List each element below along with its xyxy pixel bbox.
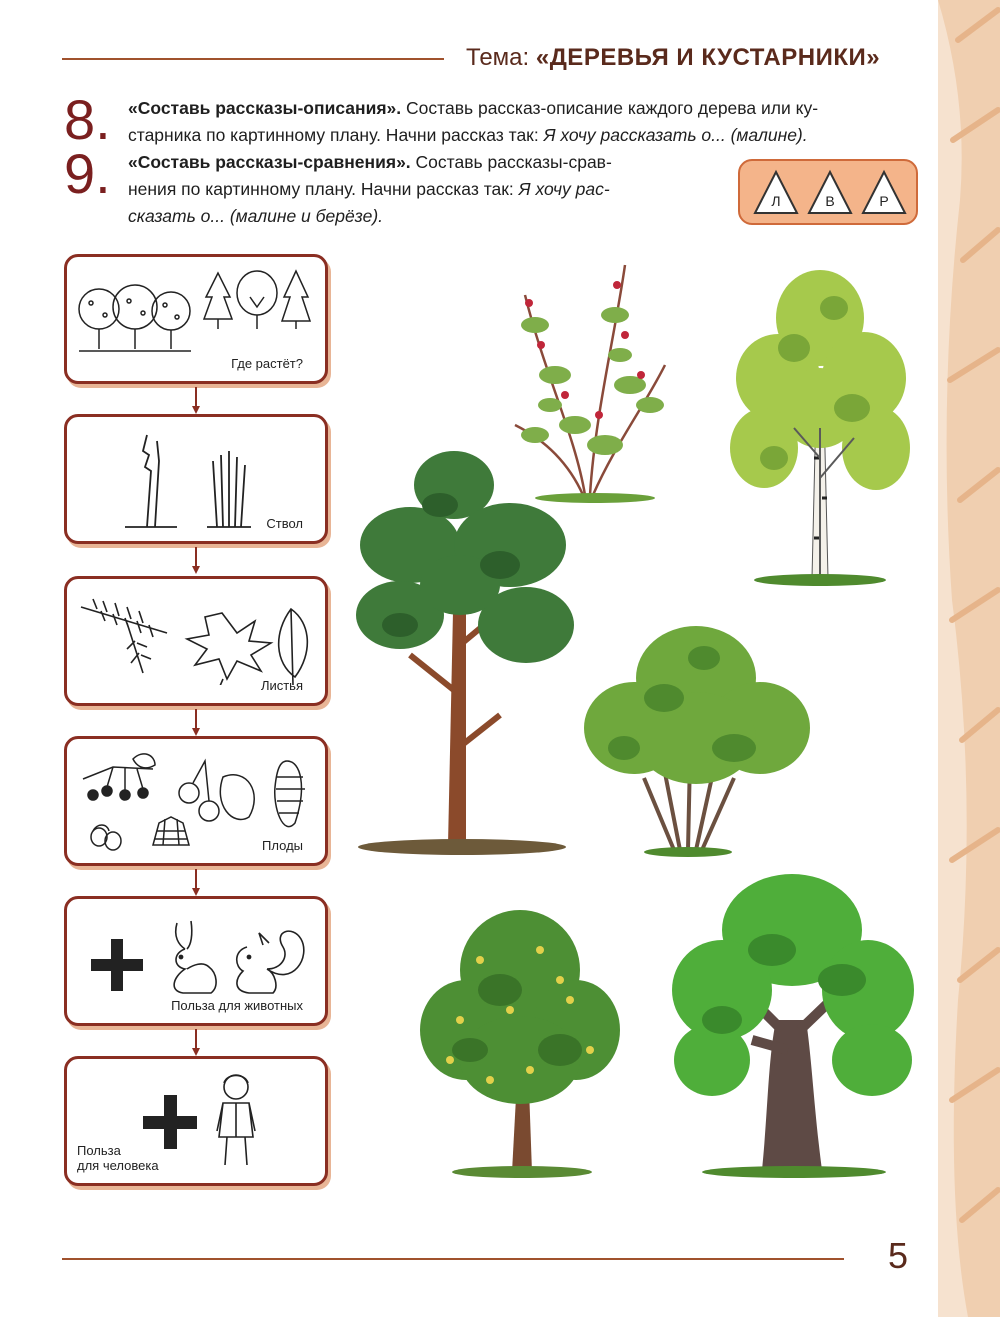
birch-tree xyxy=(724,258,914,588)
pine-tree xyxy=(350,445,578,857)
page-topic xyxy=(466,44,880,72)
badge-letter: Л xyxy=(771,193,781,209)
apple-tree xyxy=(420,900,620,1180)
plan-card-leaves xyxy=(64,576,328,706)
plan-caption xyxy=(77,1143,159,1173)
task-8-line2: старника по картинному плану. Начни рассказ так: xyxy=(128,125,539,145)
task-number-8: 8. xyxy=(64,88,111,151)
task-9-line2: нения по картинному плану. Начни рассказ так: xyxy=(128,179,514,199)
task-9-italic-a: Я хочу рас- xyxy=(518,179,610,199)
plan-card-where-grows xyxy=(64,254,328,384)
header-rule xyxy=(62,58,444,60)
task-8-title: «Составь рассказы-описания». xyxy=(128,98,402,118)
arrow-down-icon xyxy=(192,387,200,414)
letter-triangle xyxy=(752,169,800,217)
topic-label: Тема: xyxy=(466,44,530,71)
plan-card-trunk xyxy=(64,414,328,544)
task-9-text xyxy=(128,149,728,230)
plan-caption: Польза для животных xyxy=(171,998,303,1013)
plan-card-fruits xyxy=(64,736,328,866)
arrow-down-icon xyxy=(192,869,200,896)
fir-tree-icon xyxy=(202,267,312,333)
badge-letter: В xyxy=(825,193,835,209)
decorative-stripe xyxy=(938,0,1000,1317)
task-8-line1: Составь рассказ-описание каждого дерева или ку- xyxy=(406,98,819,118)
leaves-icon-group xyxy=(77,593,317,685)
oak-tree xyxy=(672,870,916,1180)
arrow-down-icon xyxy=(192,547,200,574)
task-8-italic: Я хочу рассказать о... (малине). xyxy=(543,125,808,145)
boy-icon xyxy=(211,1067,261,1171)
arrow-down-icon xyxy=(192,1029,200,1056)
letter-triangle xyxy=(860,169,908,217)
lvr-badge xyxy=(738,159,918,225)
letter-triangle xyxy=(806,169,854,217)
badge-letter: Р xyxy=(879,193,889,209)
plan-card-benefit-people xyxy=(64,1056,328,1186)
plan-caption: Где растёт? xyxy=(231,356,303,371)
plan-caption: Плоды xyxy=(262,838,303,853)
lilac-bush xyxy=(584,618,814,858)
plan-caption: Листья xyxy=(260,678,303,693)
plan-caption: Ствол xyxy=(266,516,303,531)
task-number-9: 9. xyxy=(64,142,111,205)
plan-caption-line: Польза xyxy=(77,1143,121,1158)
footer-rule xyxy=(62,1258,844,1260)
task-9-title: «Составь рассказы-сравнения». xyxy=(128,152,411,172)
plan-caption-line: для человека xyxy=(77,1158,159,1173)
plan-card-benefit-animals xyxy=(64,896,328,1026)
plus-icon xyxy=(91,939,145,993)
task-8-text xyxy=(128,95,918,149)
topic-title: «ДЕРЕВЬЯ И КУСТАРНИКИ» xyxy=(535,44,881,71)
task-9-line1: Составь рассказы-срав- xyxy=(415,152,612,172)
hare-icon xyxy=(163,917,313,997)
page-number: 5 xyxy=(888,1235,909,1276)
task-9-italic-b: сказать о... (малине и берёзе). xyxy=(128,206,384,226)
forest-icon xyxy=(75,271,195,361)
trunk-icon xyxy=(117,431,257,531)
arrow-down-icon xyxy=(192,709,200,736)
